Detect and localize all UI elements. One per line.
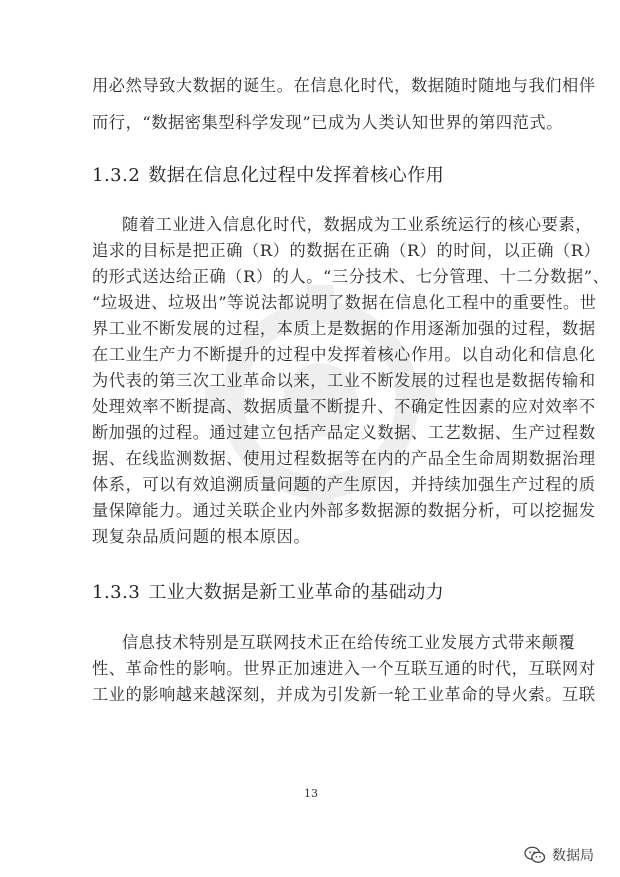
paragraph-line: 现复杂品质问题的根本原因。 (92, 527, 311, 546)
paragraph-line: 而行，“数据密集型科学发现”已成为人类认知世界的第四范式。 (92, 113, 564, 132)
paragraph-line: 性、革命性的影响。世界正加速进入一个互联互通的时代，互联网对 (92, 659, 596, 678)
wechat-icon (524, 845, 546, 865)
paragraph-line: 信息技术特别是互联网技术正在给传统工业发展方式带来颠覆 (122, 633, 576, 652)
section-number: 1.3.2 (92, 165, 141, 186)
section-heading-1-3-3 (92, 580, 444, 606)
paragraph-line: 体系，可以有效追溯质量问题的产生原因，并持续加强生产过程的质 (92, 475, 596, 494)
paragraph-line: “垃圾进、垃圾出”等说法都说明了数据在信息化工程中的重要性。世 (92, 293, 597, 312)
section-title: 数据在信息化过程中发挥着核心作用 (148, 165, 445, 186)
section-heading-1-3-2 (92, 163, 444, 189)
section-number: 1.3.3 (92, 582, 141, 603)
paragraph-line: 用必然导致大数据的诞生。在信息化时代，数据随时随地与我们相伴 (92, 76, 596, 95)
paragraph-line: 断加强的过程。通过建立包括产品定义数据、工艺数据、生产过程数 (92, 423, 596, 442)
paragraph-line: 在工业生产力不断提升的过程中发挥着核心作用。以自动化和信息化 (92, 345, 596, 364)
page-number: 13 (304, 787, 318, 800)
brand-watermark (524, 845, 594, 865)
paragraph-line: 为代表的第三次工业革命以来，工业不断发展的过程也是数据传输和 (92, 371, 596, 390)
paragraph-line: 的形式送达给正确（R）的人。“三分技术、七分管理、十二分数据”、 (92, 267, 610, 286)
paragraph-line: 随着工业进入信息化时代，数据成为工业系统运行的核心要素， (122, 215, 593, 234)
brand-label: 数据局 (552, 848, 594, 864)
paragraph-line: 量保障能力。通过关联企业内外部多数据源的数据分析，可以挖掘发 (92, 501, 596, 520)
paragraph-line: 据、在线监测数据、使用过程数据等在内的产品全生命周期数据治理 (92, 449, 596, 468)
paragraph-line: 追求的目标是把正确（R）的数据在正确（R）的时间，以正确（R） (92, 241, 601, 260)
paragraph-line: 界工业不断发展的过程，本质上是数据的作用逐渐加强的过程，数据 (92, 319, 596, 338)
paragraph-line: 处理效率不断提高、数据质量不断提升、不确定性因素的应对效率不 (92, 397, 596, 416)
paragraph-line: 工业的影响越来越深刻，并成为引发新一轮工业革命的导火索。互联 (92, 685, 596, 704)
section-title: 工业大数据是新工业革命的基础动力 (148, 582, 445, 603)
